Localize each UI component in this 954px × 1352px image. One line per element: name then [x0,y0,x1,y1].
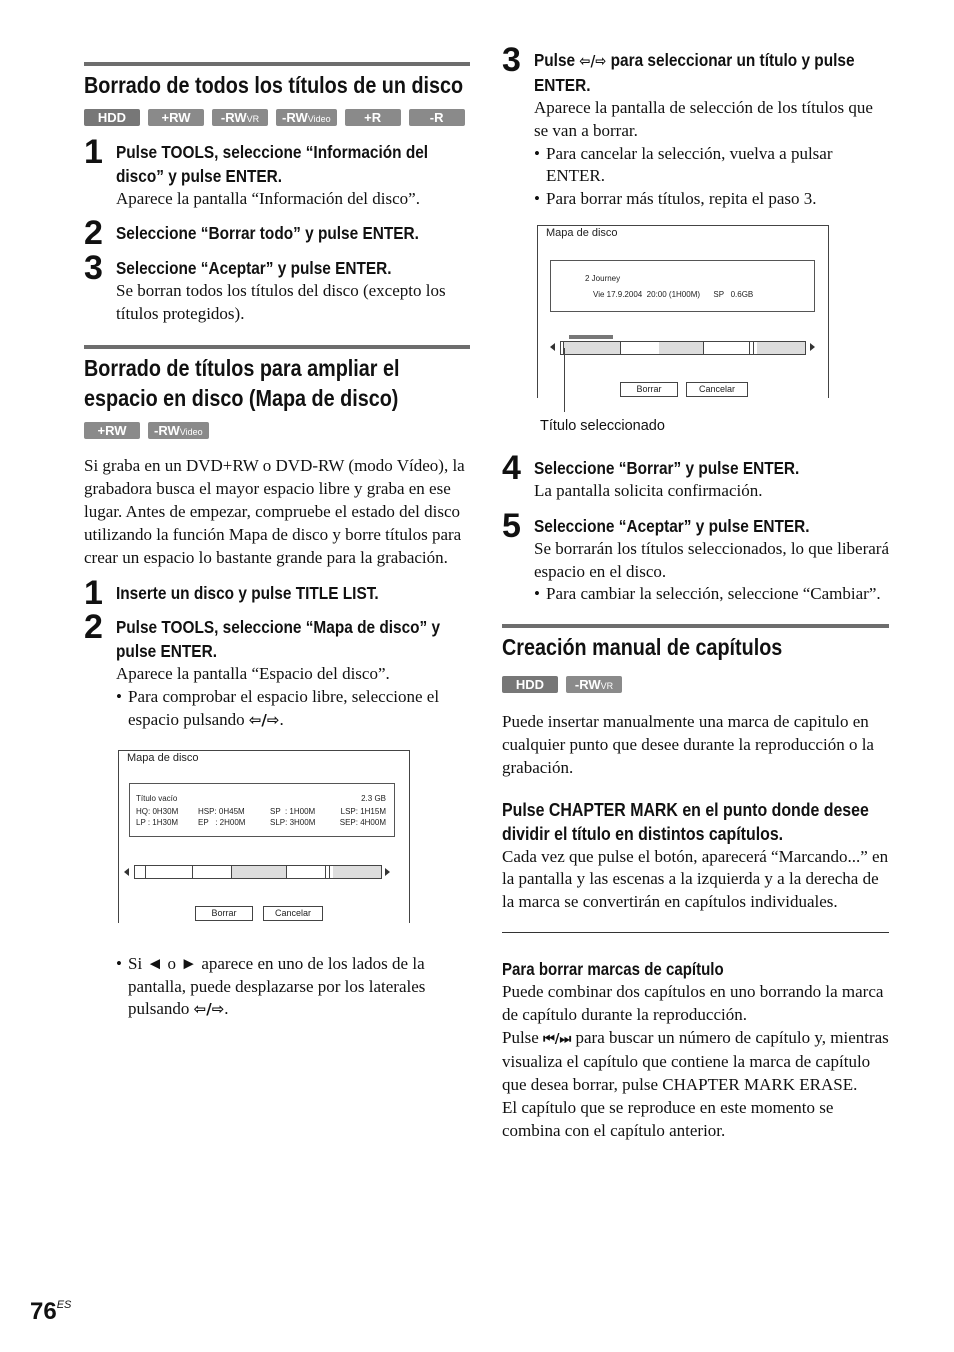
cancel-button[interactable]: Cancelar [686,382,748,397]
mode-time: HQ: 0H30M [136,806,179,816]
step-heading: Seleccione “Aceptar” y pulse ENTER. [116,257,392,278]
info-size: 2.3 GB [361,793,386,803]
badge-plus-rw: +RW [148,109,204,126]
step-number: 5 [502,506,521,545]
step-heading: Inserte un disco y pulse TITLE LIST. [116,583,379,604]
section-rule [84,345,470,349]
mode-time: SP : 1H00M [270,806,316,816]
scroll-right-icon [385,868,390,876]
mode-time: EP : 2H00M [198,817,246,827]
mode-time: HSP: 0H45M [198,806,245,816]
badge-r: -R [409,109,465,126]
badge-plus-rw: +RW [84,422,140,439]
page-number: $76^{ES}$ [30,1298,72,1325]
step-5 [502,506,889,606]
step-3 [84,248,470,326]
disc-map-bar [134,865,382,879]
step-body: La pantalla solicita confirmación. [534,480,763,500]
step-number: 1 [84,574,103,613]
sub-heading: Pulse CHAPTER MARK en el punto donde desee dividir el título en distintos capítulos. [502,798,869,844]
step-body: Aparece la pantalla “Información del disco”. [116,189,420,208]
step-4 [502,448,889,503]
mode-time: SEP: 4H00M [339,817,386,827]
step-heading: Seleccione “Aceptar” y pulse ENTER. [534,515,810,536]
left-right-arrows-icon: ⇦/⇨ [248,710,280,729]
intro-paragraph: Si graba en un DVD+RW o DVD-RW (modo Vídeo), la grabadora busca el mayor espacio libre y graba en ese lugar. Antes de empezar, compruebe el estado del disco utilizando la función Mapa de disco y borre títulos para crear un espacio lo bastante grande para la grabación. [84,456,465,567]
screen-caption: Mapa de disco [546,226,618,239]
info-title: Título vacío [136,793,178,803]
bullet-item: • Para cambiar la selección, seleccione “Cambiar”. [534,583,889,606]
mode-time: SLP: 3H00M [270,817,316,827]
scroll-right-icon [810,343,815,351]
badge-hdd: HDD [502,676,558,693]
bullet-item: • Para cancelar la selección, vuelva a pulsar ENTER. [534,143,889,189]
paragraph: Pulse ⏮/⏭ para buscar un número de capítulo y, mientras visualiza el capítulo que contiene la marca de capítulo que desea borrar, pulse CHAPTER MARK ERASE. [502,1027,889,1095]
divider [502,932,889,933]
step-2 [84,608,470,731]
sub-body: Cada vez que pulse el botón, aparecerá “Marcando...” en la pantalla y las escenas a la izquierda y a la derecha de la marca se convertirán en capítulos individuales. [502,846,889,912]
right-column [502,41,889,1143]
title-name: 2 Journey [585,273,621,283]
step-number: 3 [502,41,521,79]
disc-badges [84,109,470,126]
title-select-screen [537,225,829,398]
step-1 [84,574,470,613]
badge-rw-vr: -RWVR [566,676,622,693]
disc-map-screen [118,750,410,923]
scroll-left-icon [124,868,129,876]
step-number: 4 [502,448,521,487]
step-body: Se borran todos los títulos del disco (excepto los títulos protegidos). [116,280,446,323]
right-triangle-icon: ► [180,953,198,973]
section-title: Borrado de todos los títulos de un disco [84,72,464,98]
badge-hdd: HDD [84,109,140,126]
section-rule [84,62,470,66]
step-number: 2 [84,608,103,647]
step-body: Se borrarán los títulos seleccionados, lo que liberará espacio en el disco. [534,538,889,581]
mode-time: LSP: 1H15M [340,806,386,816]
callout-label: Título seleccionado [540,417,665,434]
step-heading: Pulse ⇦/⇨ para seleccionar un título y pulse ENTER. [534,50,855,95]
disc-badges [84,422,470,439]
paragraph: El capítulo que se reproduce en este momento se combina con el capítulo anterior. [502,1097,834,1140]
left-right-arrows-icon: ⇦/⇨ [193,1000,225,1019]
section-rule [502,624,889,628]
step-1 [84,133,470,211]
callout-line [564,348,565,412]
info-box [129,783,395,837]
step-number: 3 [84,248,103,287]
delete-button[interactable]: Borrar [195,906,253,921]
step-number: 1 [84,133,103,171]
bullet-item: • Si ◄ o ► aparece en uno de los lados de la pantalla, puede desplazarse por los laterales pulsando ⇦/⇨. [116,953,470,1021]
badge-rw-vr: -RWVR [212,109,268,126]
title-details: Vie 17.9.2004 20:00 (1H00M) SP 0.6GB [593,289,754,299]
step-heading: Pulse TOOLS, seleccione “Mapa de disco” y pulse ENTER. [116,617,441,662]
sub-heading: Para borrar marcas de capítulo [502,958,724,979]
title-info-box [550,260,815,312]
bullet-item: • Para comprobar el espacio libre, seleccione el espacio pulsando ⇦/⇨. [116,686,470,732]
delete-button[interactable]: Borrar [620,382,678,397]
section-title: Borrado de títulos para ampliar el espacio en disco (Mapa de disco) [84,355,400,412]
left-column [84,62,470,1021]
section-title: Creación manual de capítulos [502,634,783,661]
bullet-item: • Para borrar más títulos, repita el paso 3. [534,188,889,211]
badge-plus-r: +R [345,109,401,126]
intro-paragraph: Puede insertar manualmente una marca de capitulo en cualquier punto que desee durante la reproducción o la grabación. [502,712,874,777]
disc-badges [502,676,889,693]
screen-caption: Mapa de disco [127,751,199,764]
left-triangle-icon: ◄ [146,953,164,973]
left-right-arrows-icon: ⇦/⇨ [579,52,607,70]
cancel-button[interactable]: Cancelar [263,906,323,921]
step-heading: Seleccione “Borrar todo” y pulse ENTER. [116,222,419,243]
step-body: Aparece la pantalla de selección de los títulos que se van a borrar. [534,98,873,140]
step-heading: Seleccione “Borrar” y pulse ENTER. [534,457,800,478]
prev-next-icon: ⏮/⏭ [543,1031,572,1047]
scroll-left-icon [550,343,555,351]
step-2 [84,213,470,252]
step-heading: Pulse TOOLS, seleccione “Información del disco” y pulse ENTER. [116,142,429,186]
badge-rw-video: -RWVideo [148,422,209,439]
badge-rw-video: -RWVideo [276,109,337,126]
step-number: 2 [84,213,103,252]
step-body: Aparece la pantalla “Espacio del disco”. [116,664,390,684]
paragraph: Puede combinar dos capítulos en uno borrando la marca de capítulo durante la reproducción. [502,981,884,1024]
mode-time: LP : 1H30M [136,817,179,827]
step-3 [502,41,889,211]
disc-map-bar [560,341,806,355]
